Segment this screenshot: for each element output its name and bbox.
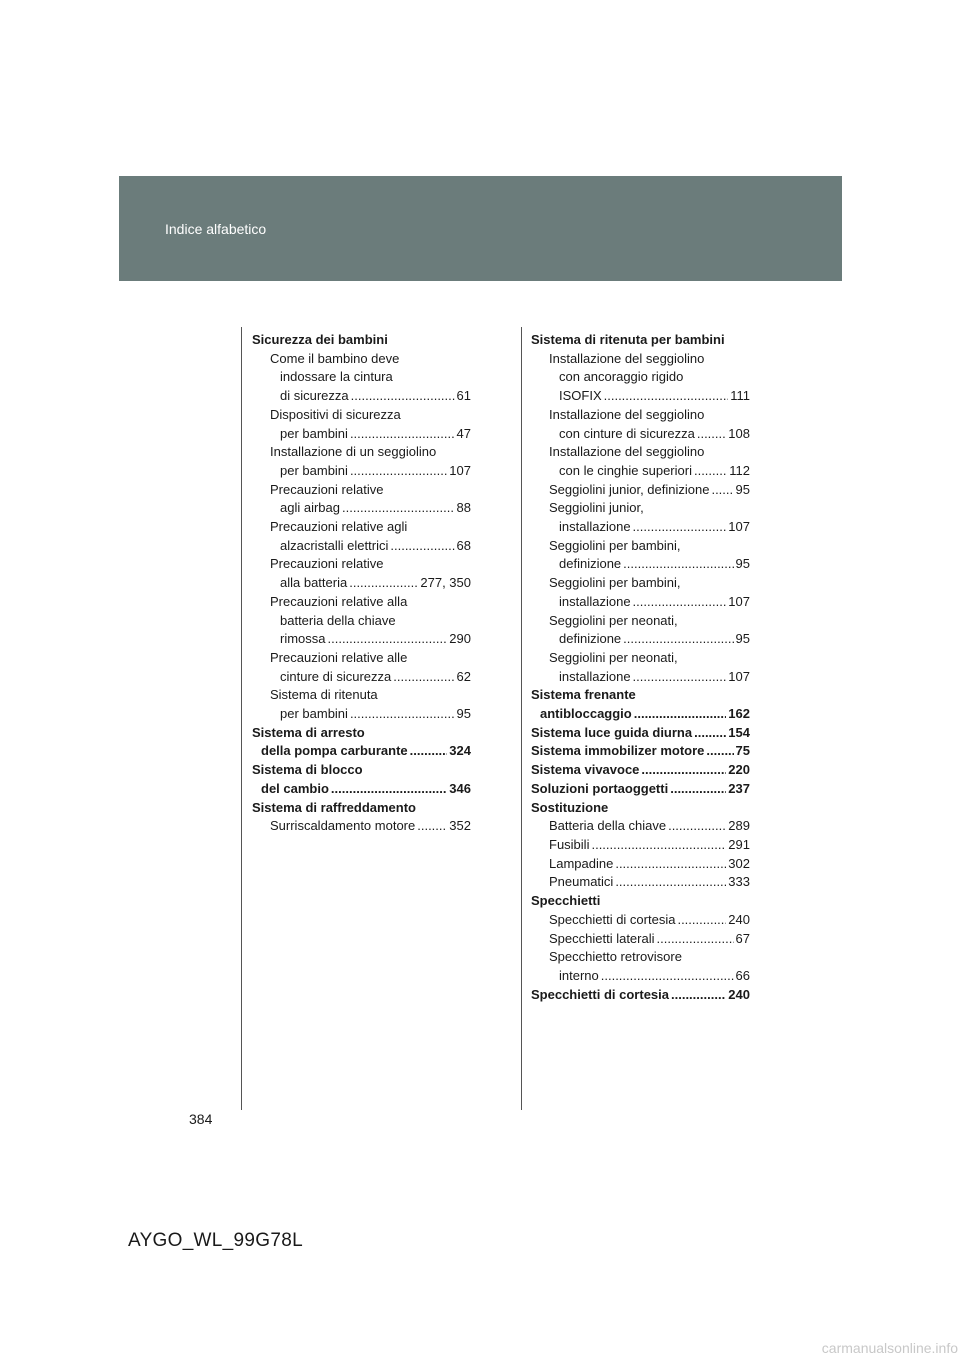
index-entry-page: 95	[735, 481, 750, 497]
index-entry	[531, 948, 750, 967]
index-entry-page: 107	[728, 668, 750, 684]
index-entry	[252, 425, 471, 444]
index-entry-label: Specchietti di cortesia	[549, 911, 676, 927]
index-entry	[252, 387, 471, 406]
index-entry	[531, 817, 750, 836]
index-entry-label: Seggiolini per neonati,	[549, 612, 678, 628]
index-entry-label: Installazione del seggiolino	[549, 406, 705, 422]
index-entry-page: 62	[456, 668, 471, 684]
index-entry-label: definizione	[559, 556, 622, 572]
dot-leader	[677, 911, 726, 930]
index-entry	[252, 724, 471, 743]
index-entry	[252, 406, 471, 425]
index-entry-label: Installazione del seggiolino	[549, 350, 705, 366]
index-entry-label: Seggiolini junior,	[549, 500, 644, 516]
index-entry	[252, 780, 471, 799]
index-column-left	[252, 331, 471, 836]
index-entry	[252, 368, 471, 387]
index-entry	[531, 350, 750, 369]
index-entry-label: Sistema di blocco	[252, 762, 363, 778]
index-entry-label: Come il bambino deve	[270, 350, 400, 366]
index-entry	[252, 612, 471, 631]
dot-leader	[601, 967, 734, 986]
index-entry-label: Seggiolini per bambini,	[549, 575, 681, 591]
dot-leader	[328, 630, 448, 649]
index-entry-page: 95	[735, 556, 750, 572]
index-entry	[531, 406, 750, 425]
index-entry-label: cinture di sicurezza	[280, 668, 392, 684]
index-entry	[531, 873, 750, 892]
dot-leader	[671, 986, 726, 1005]
index-entry	[252, 555, 471, 574]
index-entry-label: Specchietti laterali	[549, 930, 655, 946]
index-entry-label: Seggiolini junior, definizione	[549, 481, 710, 497]
index-entry-label: antibloccaggio	[540, 706, 632, 722]
index-entry-label: Seggiolini per neonati,	[549, 649, 678, 665]
dot-leader	[641, 761, 726, 780]
index-entry-label: del cambio	[261, 780, 329, 796]
index-entry-label: di sicurezza	[280, 388, 349, 404]
index-entry	[531, 537, 750, 556]
document-code: AYGO_WL_99G78L	[128, 1230, 303, 1251]
header-band	[119, 176, 842, 281]
index-entry-page: 61	[456, 388, 471, 404]
index-entry-label: batteria della chiave	[280, 612, 396, 628]
index-entry-label: della pompa carburante	[261, 743, 408, 759]
index-entry	[531, 518, 750, 537]
index-entry-page: 291	[728, 836, 750, 852]
dot-leader	[670, 780, 726, 799]
index-entry	[531, 836, 750, 855]
index-entry-label: ISOFIX	[559, 388, 602, 404]
index-entry	[531, 649, 750, 668]
index-entry-page: 108	[728, 425, 750, 441]
index-entry-label: Sistema vivavoce	[531, 762, 640, 778]
index-entry-label: Sistema di raffreddamento	[252, 799, 416, 815]
dot-leader	[697, 425, 726, 444]
section-title: Indice alfabetico	[165, 221, 267, 237]
index-entry-page: 107	[449, 462, 471, 478]
dot-leader	[711, 481, 733, 500]
index-entry-label: Sistema immobilizer motore	[531, 743, 705, 759]
index-entry-page: 302	[728, 855, 750, 871]
index-entry	[252, 593, 471, 612]
index-entry-label: Lampadine	[549, 855, 614, 871]
index-entry	[531, 462, 750, 481]
index-entry-label: Seggiolini per bambini,	[549, 537, 681, 553]
index-entry	[531, 724, 750, 743]
dot-leader	[417, 817, 447, 836]
watermark-text: carmanualsonline.info	[821, 1340, 958, 1356]
index-entry	[531, 705, 750, 724]
index-entry-label: Precauzioni relative	[270, 556, 384, 572]
index-entry	[531, 911, 750, 930]
dot-leader	[342, 499, 455, 518]
index-entry-label: per bambini	[280, 706, 348, 722]
index-entry	[252, 799, 471, 818]
index-entry-page: 289	[728, 818, 750, 834]
index-entry-page: 154	[728, 724, 750, 740]
index-entry	[531, 967, 750, 986]
index-entry-label: Specchietto retrovisore	[549, 949, 682, 965]
dot-leader	[393, 668, 454, 687]
index-entry-label: alzacristalli elettrici	[280, 537, 389, 553]
dot-leader	[349, 574, 418, 593]
index-entry-label: Dispositivi di sicurezza	[270, 406, 401, 422]
dot-leader	[350, 462, 447, 481]
index-entry	[252, 462, 471, 481]
dot-leader	[604, 387, 729, 406]
index-entry	[252, 350, 471, 369]
dot-leader	[623, 630, 733, 649]
index-entry	[531, 630, 750, 649]
column-divider-right	[521, 327, 522, 1110]
index-entry-label: Sistema di ritenuta per bambini	[531, 332, 725, 347]
dot-leader	[350, 705, 455, 724]
index-entry	[252, 742, 471, 761]
index-entry-page: 111	[730, 388, 750, 404]
index-entry-page: 240	[728, 911, 750, 927]
index-entry-label: installazione	[559, 519, 631, 535]
index-entry-label: Installazione di un seggiolino	[270, 444, 437, 460]
index-entry-label: alla batteria	[280, 575, 348, 591]
index-entry-label: Sistema frenante	[531, 687, 636, 703]
index-entry	[252, 705, 471, 724]
dot-leader	[694, 724, 726, 743]
index-entry-page: 352	[449, 818, 471, 834]
index-entry	[531, 799, 750, 818]
index-entry-label: con cinture di sicurezza	[559, 425, 695, 441]
dot-leader	[351, 387, 455, 406]
index-entry-label: Sistema di arresto	[252, 724, 365, 740]
index-entry-label: con le cinghie superiori	[559, 462, 692, 478]
index-entry	[252, 649, 471, 668]
index-entry-label: Precauzioni relative alle	[270, 649, 408, 665]
index-entry-label: interno	[559, 967, 599, 983]
index-entry	[531, 780, 750, 799]
index-entry-label: Sistema luce guida diurna	[531, 724, 693, 740]
index-entry-label: indossare la cintura	[280, 369, 393, 385]
index-entry-page: 75	[735, 743, 750, 759]
index-entry-label: per bambini	[280, 425, 348, 441]
index-entry	[252, 686, 471, 705]
index-entry-label: installazione	[559, 668, 631, 684]
index-entry	[531, 930, 750, 949]
index-entry-page: 107	[728, 593, 750, 609]
index-entry-label: Sostituzione	[531, 799, 609, 815]
dot-leader	[668, 817, 726, 836]
index-entry	[252, 574, 471, 593]
index-entry	[252, 443, 471, 462]
index-entry-page: 112	[729, 462, 750, 478]
index-entry-page: 240	[728, 986, 750, 1002]
index-entry	[531, 425, 750, 444]
dot-leader	[615, 873, 726, 892]
index-entry-label: agli airbag	[280, 500, 340, 516]
index-entry-label: Batteria della chiave	[549, 818, 667, 834]
index-entry	[531, 443, 750, 462]
dot-leader	[350, 425, 455, 444]
index-entry	[531, 761, 750, 780]
index-entry	[252, 518, 471, 537]
index-entry-page: 324	[449, 743, 471, 759]
index-entry-page: 237	[728, 780, 750, 796]
index-entry	[252, 331, 471, 350]
index-entry-label: Surriscaldamento motore	[270, 818, 416, 834]
dot-leader	[694, 462, 727, 481]
index-entry-page: 220	[728, 762, 750, 778]
index-entry	[531, 481, 750, 500]
dot-leader	[657, 930, 734, 949]
index-entry-label: definizione	[559, 631, 622, 647]
index-entry-page: 88	[456, 500, 471, 516]
index-entry-label: Precauzioni relative alla	[270, 593, 408, 609]
page-number: 384	[189, 1111, 213, 1127]
index-entry-page: 162	[728, 706, 750, 722]
index-entry	[531, 593, 750, 612]
dot-leader	[410, 742, 448, 761]
index-entry	[531, 555, 750, 574]
index-entry-label: Soluzioni portaoggetti	[531, 780, 669, 796]
dot-leader	[615, 855, 726, 874]
index-entry	[252, 630, 471, 649]
index-entry	[531, 368, 750, 387]
index-entry-page: 290	[449, 631, 471, 647]
index-entry	[531, 331, 750, 350]
dot-leader	[633, 668, 727, 687]
index-entry-label: Sistema di ritenuta	[270, 687, 378, 703]
dot-leader	[623, 555, 733, 574]
index-entry	[252, 761, 471, 780]
index-entry-label: per bambini	[280, 462, 348, 478]
index-entry-label: rimossa	[280, 631, 326, 647]
index-entry	[252, 817, 471, 836]
index-entry	[531, 986, 750, 1005]
column-divider-left	[241, 327, 242, 1110]
index-entry-label: Specchietti	[531, 893, 601, 909]
index-entry	[531, 668, 750, 687]
index-entry	[531, 686, 750, 705]
dot-leader	[633, 593, 727, 612]
index-entry	[531, 499, 750, 518]
index-entry	[252, 537, 471, 556]
dot-leader	[633, 518, 727, 537]
index-entry	[531, 855, 750, 874]
index-entry-label: Precauzioni relative	[270, 481, 384, 497]
dot-leader	[390, 537, 454, 556]
index-entry	[531, 892, 750, 911]
index-entry	[252, 499, 471, 518]
index-entry-page: 277, 350	[420, 575, 471, 591]
index-entry-label: Sicurezza dei bambini	[252, 332, 388, 347]
index-entry	[531, 387, 750, 406]
index-entry	[252, 481, 471, 500]
index-entry-label: Specchietti di cortesia	[531, 986, 669, 1002]
dot-leader	[331, 780, 447, 799]
index-entry-page: 47	[456, 425, 471, 441]
index-entry-label: Fusibili	[549, 836, 590, 852]
index-entry-page: 67	[735, 930, 750, 946]
index-entry	[531, 574, 750, 593]
dot-leader	[591, 836, 726, 855]
index-entry-page: 95	[456, 706, 471, 722]
dot-leader	[634, 705, 727, 724]
index-entry-label: Installazione del seggiolino	[549, 444, 705, 460]
index-entry-label: installazione	[559, 593, 631, 609]
index-entry	[252, 668, 471, 687]
index-entry-label: Precauzioni relative agli	[270, 519, 408, 535]
index-entry-page: 346	[449, 780, 471, 796]
index-entry	[531, 612, 750, 631]
index-entry-label: Pneumatici	[549, 874, 614, 890]
index-entry-page: 66	[735, 967, 750, 983]
index-column-right	[531, 331, 750, 1004]
index-entry-page: 95	[735, 631, 750, 647]
dot-leader	[706, 742, 733, 761]
index-entry-label: con ancoraggio rigido	[559, 369, 684, 385]
index-entry-page: 68	[456, 537, 471, 553]
index-entry	[531, 742, 750, 761]
index-entry-page: 333	[728, 874, 750, 890]
index-entry-page: 107	[728, 519, 750, 535]
